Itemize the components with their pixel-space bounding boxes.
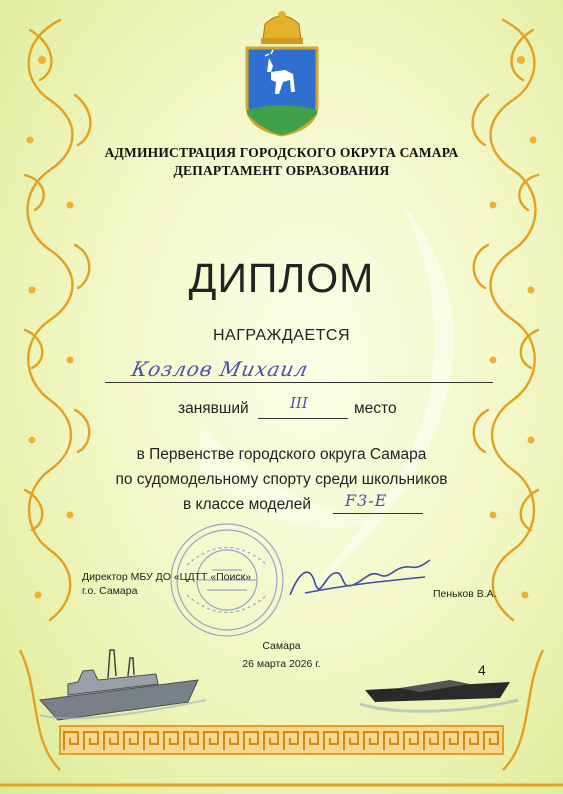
diploma-title: ДИПЛОМ	[188, 255, 375, 301]
coat-of-arms-emblem	[243, 10, 321, 138]
header-line-2: ДЕПАРТАМЕНТ ОБРАЗОВАНИЯ	[173, 163, 390, 178]
boat-number: 4	[478, 662, 486, 678]
place-label-after: место	[354, 400, 397, 417]
place-underline	[258, 418, 348, 419]
model-class-value: F3-E	[345, 491, 388, 510]
awarded-label: НАГРАЖДАЕТСЯ	[213, 327, 350, 344]
model-class-label: в классе моделей	[183, 496, 311, 513]
director-title: Директор МБУ ДО «ЦДТТ «Поиск»	[82, 571, 252, 583]
warship-model-image	[38, 640, 208, 725]
recipient-name: Козлов Михаил	[129, 357, 311, 381]
director-name: Пеньков В.А.	[433, 588, 497, 600]
model-underline	[333, 513, 423, 514]
competition-line-1: в Первенстве городского округа Самара	[136, 446, 427, 463]
header-line-1: АДМИНИСТРАЦИЯ ГОРОДСКОГО ОКРУГА САМАРА	[104, 145, 459, 160]
name-underline	[105, 382, 493, 383]
competition-line-2: по судомодельному спорту среди школьников	[115, 471, 448, 488]
speedboat-model-image	[360, 660, 520, 720]
director-city: г.о. Самара	[82, 585, 138, 597]
handwritten-signature	[285, 555, 435, 610]
date: 26 марта 2026 г.	[242, 658, 321, 670]
city: Самара	[262, 640, 301, 652]
place-value: III	[290, 394, 308, 412]
place-label-before: занявший	[178, 400, 249, 417]
